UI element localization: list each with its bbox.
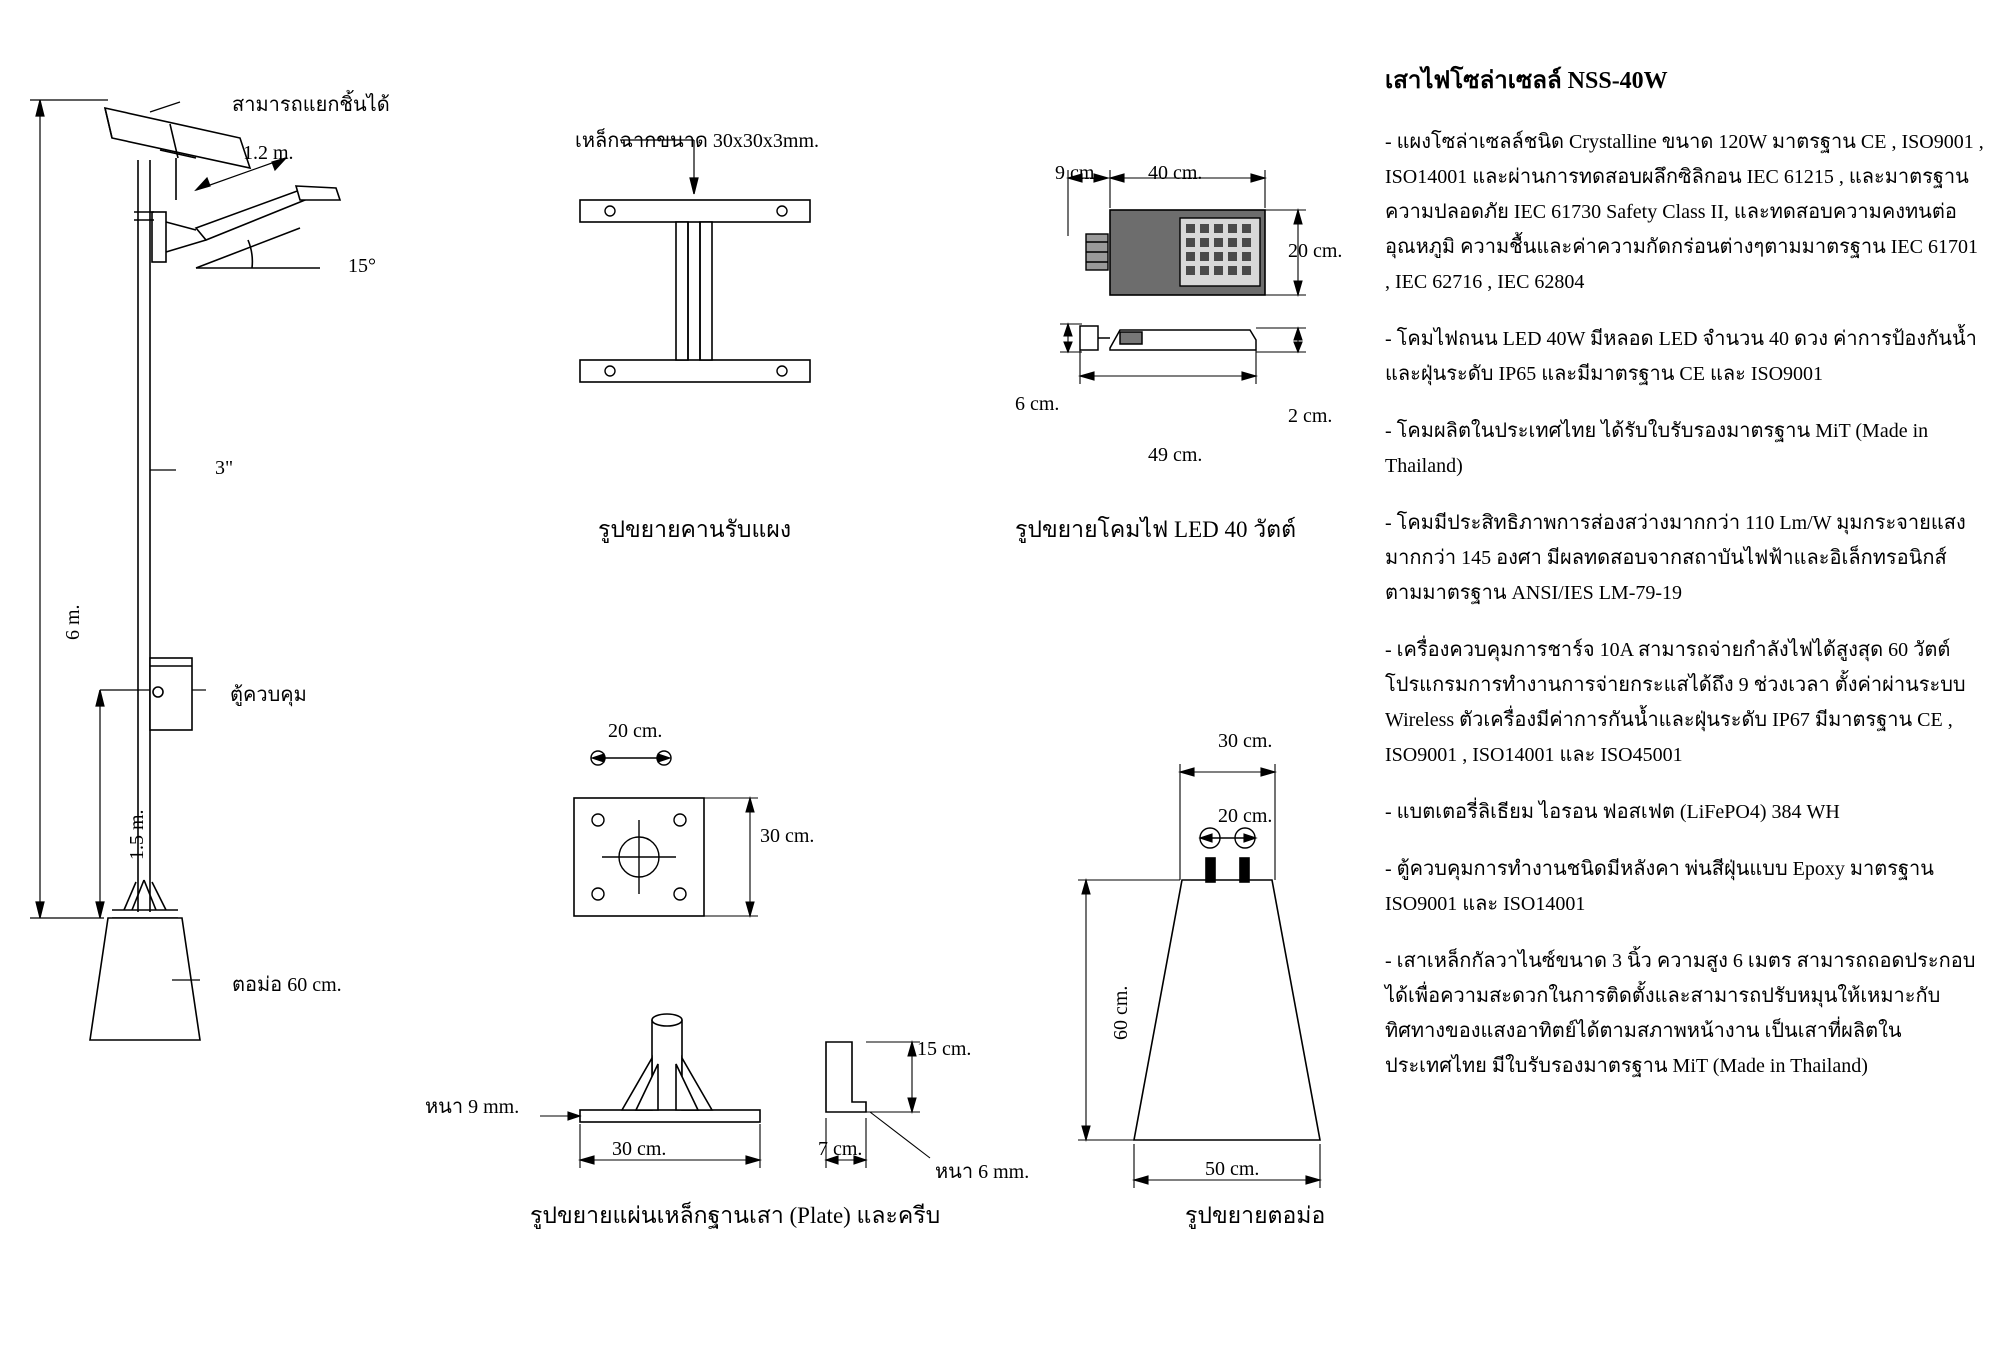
label-control-cabinet: ตู้ควบคุม bbox=[230, 684, 307, 706]
spec-item: - แผงโซล่าเซลล์ชนิด Crystalline ขนาด 120W มาตรฐาน CE , ISO9001 , ISO14001 และผ่านการทดสอบผลึกซิลิกอน IEC 61215 , และมาตรฐานความปลอดภัย IEC 61730 Safety Class II, และทดสอบความคงทนต่ออุณหภูมิ ความชื้นและค่าความกัดกร่อนต่างๆตามมาตรฐาน IEC 61701 , IEC 62716 , IEC 62804 bbox=[1385, 131, 1984, 293]
dim-plate-30cm-right: 30 cm. bbox=[760, 825, 815, 847]
caption-panel-beam: รูปขยายคานรับแผง bbox=[598, 517, 792, 542]
dim-lamp-6cm: 6 cm. bbox=[1015, 393, 1060, 415]
caption-footing: รูปขยายตอม่อ bbox=[1185, 1203, 1326, 1228]
footing-drawing bbox=[1060, 740, 1420, 1160]
dim-footing-20cm: 20 cm. bbox=[1218, 805, 1273, 827]
dim-plate-30cm-bottom: 30 cm. bbox=[612, 1138, 667, 1160]
dim-plate-20cm: 20 cm. bbox=[608, 720, 663, 742]
dim-lamp-9cm: 9 cm. bbox=[1055, 162, 1100, 184]
label-detachable: สามารถแยกชิ้นได้ bbox=[232, 94, 390, 116]
led-lamp-drawing bbox=[1050, 200, 1430, 530]
spec-title: เสาไฟโซล่าเซลล์ NSS-40W bbox=[1385, 68, 1668, 94]
spec-item: - ตู้ควบคุมการทำงานชนิดมีหลังคา พ่นสีฝุ่นแบบ Epoxy มาตรฐาน ISO9001 และ ISO14001 bbox=[1385, 858, 1934, 915]
spec-item: - โคมผลิตในประเทศไทย ได้รับใบรับรองมาตรฐาน MiT (Made in Thailand) bbox=[1385, 420, 1929, 477]
dim-footing-50cm: 50 cm. bbox=[1205, 1158, 1260, 1180]
dim-plate-thickness: หนา 9 mm. bbox=[425, 1096, 520, 1118]
dim-lamp-49cm: 49 cm. bbox=[1148, 444, 1203, 466]
dim-footing-30cm: 30 cm. bbox=[1218, 730, 1273, 752]
specification-panel bbox=[1385, 60, 1985, 1106]
spec-item: - เครื่องควบคุมการชาร์จ 10A สามารถจ่ายกำลังไฟได้สูงสุด 60 วัตต์ โปรแกรมการทำงานการจ่ายกระแสได้ถึง 9 ช่วงเวลา ตั้งค่าผ่านระบบ Wireless ตัวเครื่องมีค่าการกันน้ำและฝุ่นระดับ IP67 มีมาตรฐาน CE , ISO9001 , ISO14001 และ ISO45001 bbox=[1385, 639, 1966, 766]
label-angle-steel: เหล็กฉากขนาด 30x30x3mm. bbox=[575, 130, 820, 152]
label-mid-height: 1.5 m. bbox=[126, 809, 148, 860]
label-tilt-angle: 15° bbox=[348, 255, 376, 277]
spec-item: - โคมไฟถนน LED 40W มีหลอด LED จำนวน 40 ดวง ค่าการป้องกันน้ำและฝุ่นระดับ IP65 และมีมาตรฐาน CE และ ISO9001 bbox=[1385, 328, 1977, 385]
dim-lamp-20cm: 20 cm. bbox=[1288, 240, 1343, 262]
spec-item: - โคมมีประสิทธิภาพการส่องสว่างมากกว่า 110 Lm/W มุมกระจายแสงมากกว่า 145 องศา มีผลทดสอบจากสถาบันไฟฟ้าและอิเล็กทรอนิกส์ ตามมาตรฐาน ANSI/IES LM-79-19 bbox=[1385, 512, 1966, 604]
label-pipe-size: 3" bbox=[215, 457, 234, 479]
label-total-height: 6 m. bbox=[62, 604, 84, 640]
label-arm-length: 1.2 m. bbox=[243, 142, 294, 164]
spec-item: - เสาเหล็กกัลวาไนซ์ขนาด 3 นิ้ว ความสูง 6 เมตร สามารถถอดประกอบได้เพื่อความสะดวกในการติดตั้งและสามารถปรับหมุนให้เหมาะกับทิศทางของแสงอาทิตย์ได้ตามสภาพหน้างาน เป็นเสาที่ผลิตในประเทศไทย มีใบรับรองมาตรฐาน MiT (Made in Thailand) bbox=[1385, 950, 1976, 1077]
spec-item: - แบตเตอรี่ลิเธียม ไอรอน ฟอสเฟต (LiFePO4) 384 WH bbox=[1385, 801, 1840, 823]
dim-lamp-40cm: 40 cm. bbox=[1148, 162, 1203, 184]
panel-beam-drawing bbox=[560, 200, 880, 520]
dim-rib-7cm: 7 cm. bbox=[818, 1138, 863, 1160]
caption-base-plate: รูปขยายแผ่นเหล็กฐานเสา (Plate) และครีบ bbox=[530, 1203, 941, 1228]
dim-rib-thickness: หนา 6 mm. bbox=[935, 1161, 1030, 1183]
dim-lamp-2cm: 2 cm. bbox=[1288, 405, 1333, 427]
dim-rib-15cm: 15 cm. bbox=[917, 1038, 972, 1060]
label-footing: ตอม่อ 60 cm. bbox=[232, 974, 342, 996]
dim-footing-60cm: 60 cm. bbox=[1110, 985, 1132, 1040]
caption-led-lamp: รูปขยายโคมไฟ LED 40 วัตต์ bbox=[1015, 517, 1297, 542]
